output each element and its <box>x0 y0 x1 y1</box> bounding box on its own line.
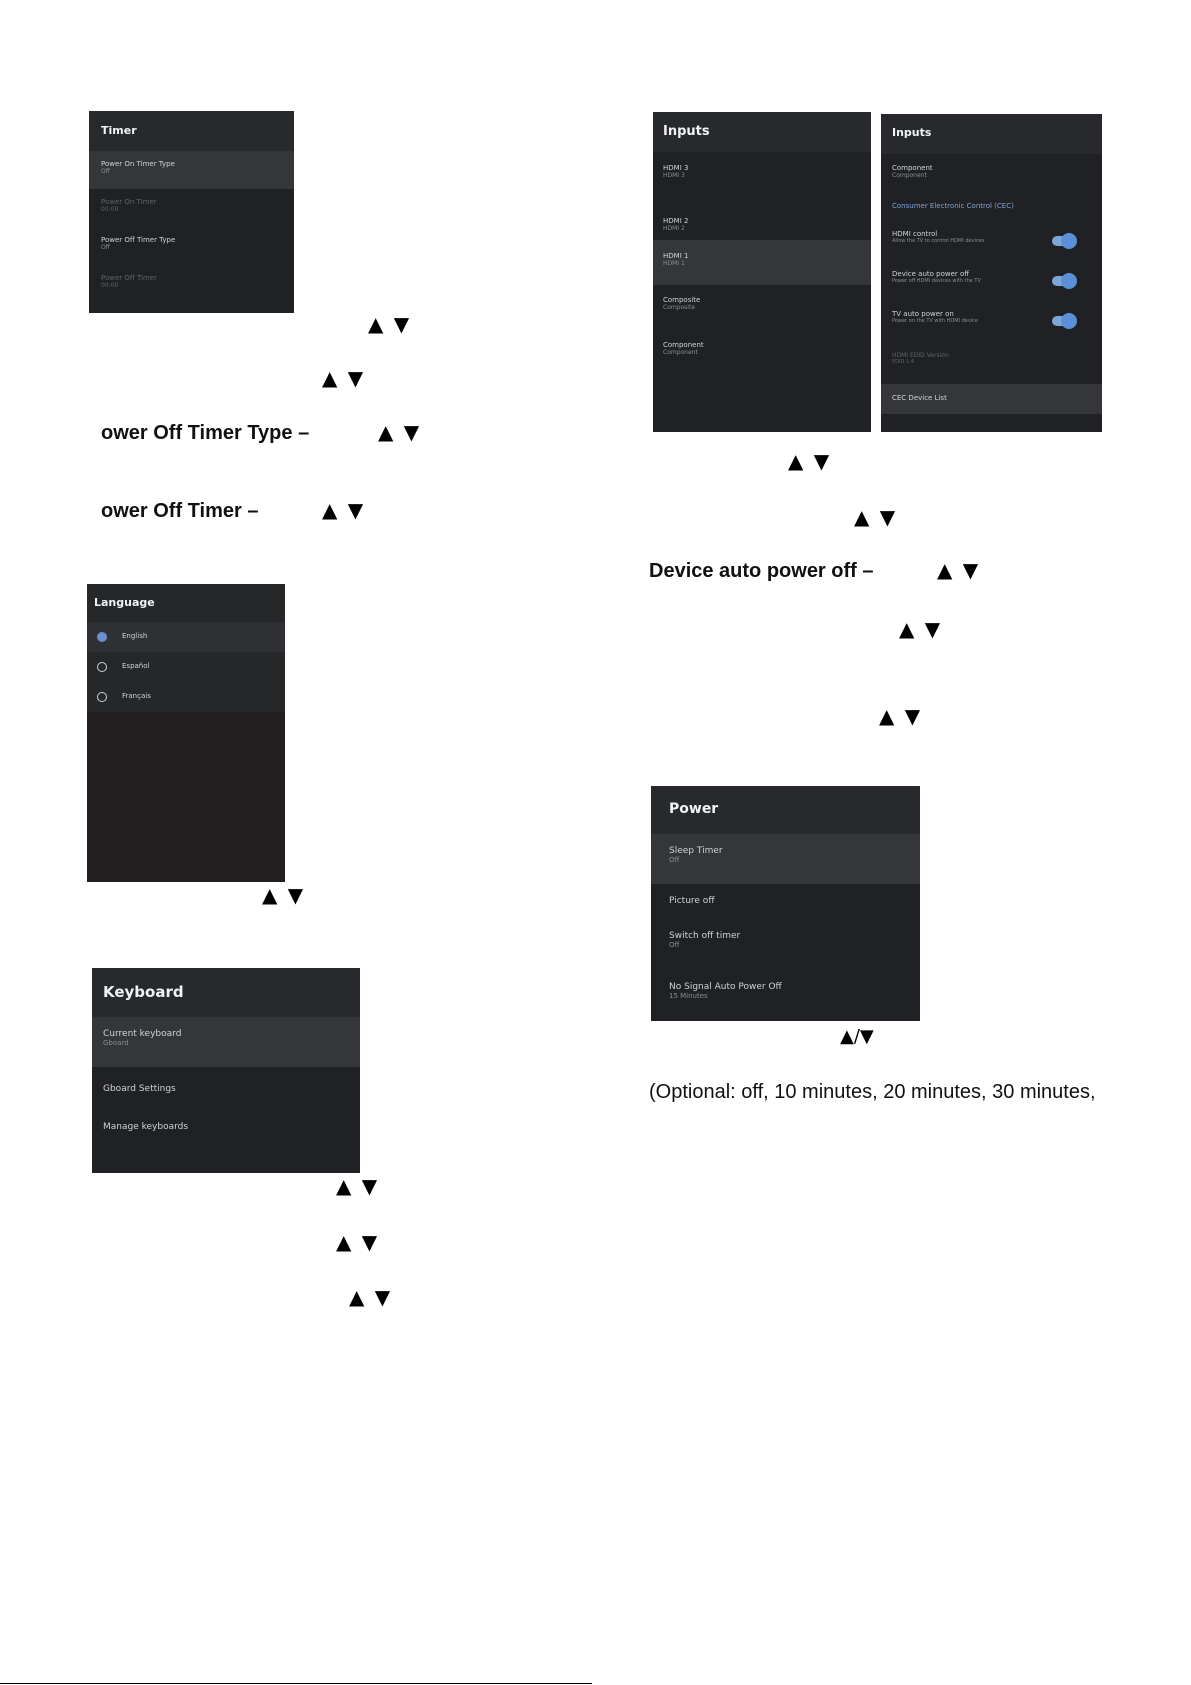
arrow-keys-icon: ▲ ▼ <box>788 449 832 473</box>
timer-item-power-off-timer[interactable]: Power Off Timer 00:00 <box>101 274 157 289</box>
power-off-timer-type-heading: ower Off Timer Type – <box>101 422 310 444</box>
tv-auto-power-on-row[interactable]: TV auto power on Power on the TV with HDMI device <box>881 310 1102 342</box>
power-item-picture-off[interactable]: Picture off <box>669 896 715 906</box>
optional-values-text: (Optional: off, 10 minutes, 20 minutes, 30 minutes, <box>649 1081 1096 1103</box>
tv-auto-power-on-toggle[interactable] <box>1052 316 1074 326</box>
arrow-keys-icon: ▲ ▼ <box>854 505 898 529</box>
timer-panel <box>89 111 294 313</box>
keyboard-panel <box>92 968 360 1173</box>
timer-item-power-off-timer-type[interactable]: Power Off Timer Type Off <box>101 236 176 251</box>
timer-panel-title: Timer <box>89 111 294 151</box>
hdmi-control-toggle[interactable] <box>1052 236 1074 246</box>
device-auto-power-off-toggle[interactable] <box>1052 276 1074 286</box>
device-auto-power-off-heading: Device auto power off – <box>649 560 874 582</box>
arrow-keys-icon: ▲ ▼ <box>336 1230 380 1254</box>
inputs-item-component-right[interactable]: Component Component <box>892 164 933 179</box>
arrow-keys-icon: ▲ ▼ <box>378 420 422 444</box>
arrow-keys-icon: ▲ ▼ <box>322 498 366 522</box>
hdmi-control-row[interactable]: HDMI control Allow the TV to control HDMI devices <box>881 230 1102 262</box>
timer-item-power-on-timer[interactable]: Power On Timer 00:00 <box>101 198 157 213</box>
power-panel-title: Power <box>651 786 920 834</box>
inputs-item-hdmi1[interactable]: HDMI 1 HDMI 1 <box>653 240 871 285</box>
footer-divider <box>0 1683 592 1684</box>
arrow-keys-icon: ▲ ▼ <box>879 704 923 728</box>
cec-section-header: Consumer Electronic Control (CEC) <box>892 202 1014 210</box>
power-item-switch-off-timer[interactable]: Switch off timer Off <box>669 931 741 949</box>
arrow-keys-icon: ▲ ▼ <box>368 312 412 336</box>
keyboard-item-gboard-settings[interactable]: Gboard Settings <box>103 1084 176 1094</box>
arrow-keys-icon: ▲ ▼ <box>336 1174 380 1198</box>
inputs-item-hdmi2[interactable]: HDMI 2 HDMI 2 <box>663 217 689 232</box>
arrow-keys-icon: ▲ ▼ <box>937 558 981 582</box>
inputs-panel-right <box>881 114 1102 432</box>
inputs-right-title: Inputs <box>881 114 1102 154</box>
device-auto-power-off-row[interactable]: Device auto power off Power off HDMI devices with the TV <box>881 270 1102 302</box>
inputs-item-component[interactable]: Component Component <box>663 341 704 356</box>
cec-device-list-row[interactable]: CEC Device List <box>881 384 1102 414</box>
language-option-francais[interactable]: Français <box>87 682 285 712</box>
radio-unselected-icon <box>97 662 107 672</box>
keyboard-panel-title: Keyboard <box>92 968 360 1017</box>
language-option-espanol[interactable]: Español <box>87 652 285 682</box>
radio-selected-icon <box>97 632 107 642</box>
inputs-left-title: Inputs <box>653 112 871 152</box>
power-item-no-signal-auto-power-off[interactable]: No Signal Auto Power Off 15 Minutes <box>669 982 782 1000</box>
radio-unselected-icon <box>97 692 107 702</box>
language-option-english[interactable]: English <box>87 622 285 652</box>
inputs-item-hdmi3[interactable]: HDMI 3 HDMI 3 <box>663 164 689 179</box>
keyboard-item-manage-keyboards[interactable]: Manage keyboards <box>103 1122 189 1132</box>
arrow-keys-icon: ▲ ▼ <box>322 366 366 390</box>
power-panel <box>651 786 920 1021</box>
inputs-panel-left <box>653 112 871 432</box>
power-off-timer-heading: ower Off Timer – <box>101 500 259 522</box>
power-item-sleep-timer[interactable]: Sleep Timer Off <box>651 834 920 884</box>
hdmi-edid-version-row[interactable]: HDMI EDID Version EDID 1.4 <box>892 352 949 365</box>
keyboard-item-current-keyboard[interactable]: Current keyboard Gboard <box>92 1017 360 1067</box>
language-panel-title: Language <box>87 584 285 622</box>
language-panel <box>87 584 285 882</box>
arrow-keys-icon: ▲/▼ <box>840 1026 874 1047</box>
arrow-keys-icon: ▲ ▼ <box>899 617 943 641</box>
inputs-item-composite[interactable]: Composite Composite <box>663 296 701 311</box>
arrow-keys-icon: ▲ ▼ <box>262 883 306 907</box>
timer-item-power-on-timer-type[interactable]: Power On Timer Type Off <box>89 151 294 189</box>
arrow-keys-icon: ▲ ▼ <box>349 1285 393 1309</box>
